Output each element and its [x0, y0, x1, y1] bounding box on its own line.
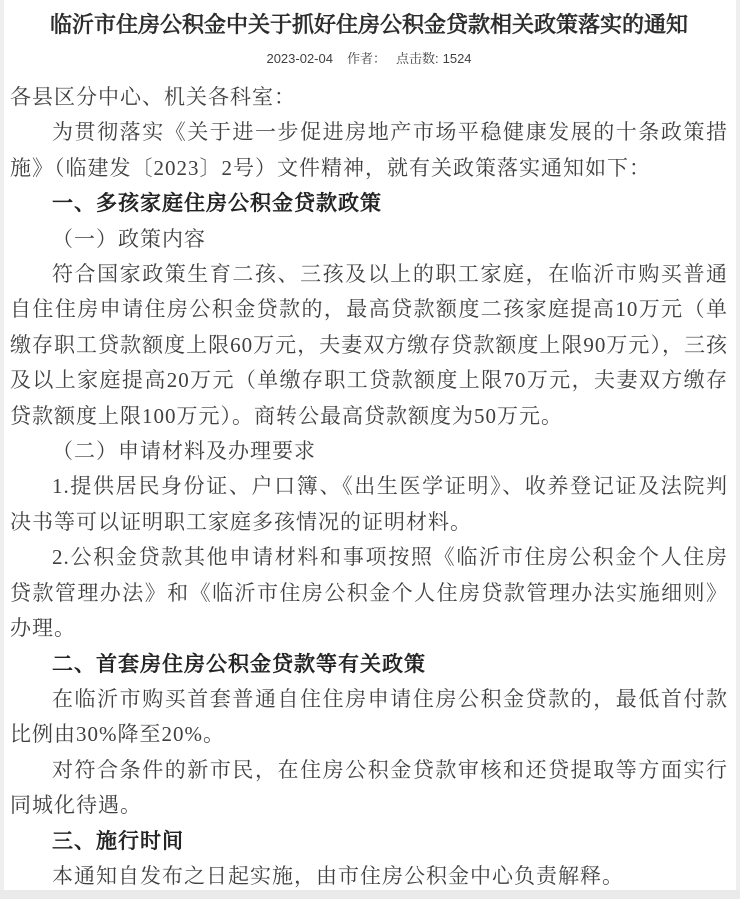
section-heading-1: 一、多孩家庭住房公积金贷款政策	[52, 192, 382, 216]
page-bottom-bar	[0, 890, 740, 899]
hits-count: 1524	[442, 51, 472, 66]
downpayment-paragraph: 在临沂市购买首套普通自住住房申请住房公积金贷款的，最低首付款比例由30%降至20%。	[10, 686, 728, 747]
page-right-edge-strip	[736, 0, 740, 899]
hits-label: 点击数:	[395, 51, 439, 66]
section-heading-2: 二、首套房住房公积金贷款等有关政策	[52, 652, 426, 676]
page-title: 临沂市住房公积金中关于抓好住房公积金贷款相关政策落实的通知	[49, 12, 688, 37]
author-label: 作者：	[346, 51, 386, 66]
notice-body	[10, 80, 728, 894]
salutation-line: 各县区分中心、机关各科室：	[10, 85, 296, 109]
section-heading-3: 三、施行时间	[52, 829, 184, 853]
subsection-heading-1-2: （二）申请材料及办理要求	[52, 439, 316, 464]
material-item-1: 1.提供居民身份证、户口簿、《出生医学证明》、收养登记证及法院判决书等可以证明职工家庭多孩情况的证明材料。	[10, 474, 728, 534]
subsection-heading-1-1: （一）政策内容	[52, 226, 206, 251]
publish-date: 2023-02-04	[266, 51, 333, 66]
page-left-edge-strip	[0, 0, 4, 899]
policy-content-paragraph: 符合国家政策生育二孩、三孩及以上的职工家庭，在临沂市购买普通自住住房申请住房公积金贷款的，最高贷款额度二孩家庭提高10万元（单缴存职工贷款额度上限60万元，夫妻双方缴存贷款额度上限90万元），三孩及以上家庭提高20万元（单缴存职工贷款额度上限70万元，夫妻双方缴存贷款额度上限100万元）。商转公最高贷款额度为50万元。	[10, 262, 728, 428]
material-item-2: 2.公积金贷款其他申请材料和事项按照《临沂市住房公积金个人住房贷款管理办法》和《临沂市住房公积金个人住房贷款管理办法实施细则》办理。	[10, 545, 728, 641]
article-meta	[10, 48, 728, 67]
effective-date-paragraph: 本通知自发布之日起实施，由市住房公积金中心负责解释。	[52, 863, 624, 888]
new-citizen-paragraph: 对符合条件的新市民，在住房公积金贷款审核和还贷提取等方面实行同城化待遇。	[10, 757, 728, 818]
intro-paragraph: 为贯彻落实《关于进一步促进房地产市场平稳健康发展的十条政策措施》（临建发〔2023〕2号）文件精神，就有关政策落实通知如下：	[10, 120, 728, 180]
